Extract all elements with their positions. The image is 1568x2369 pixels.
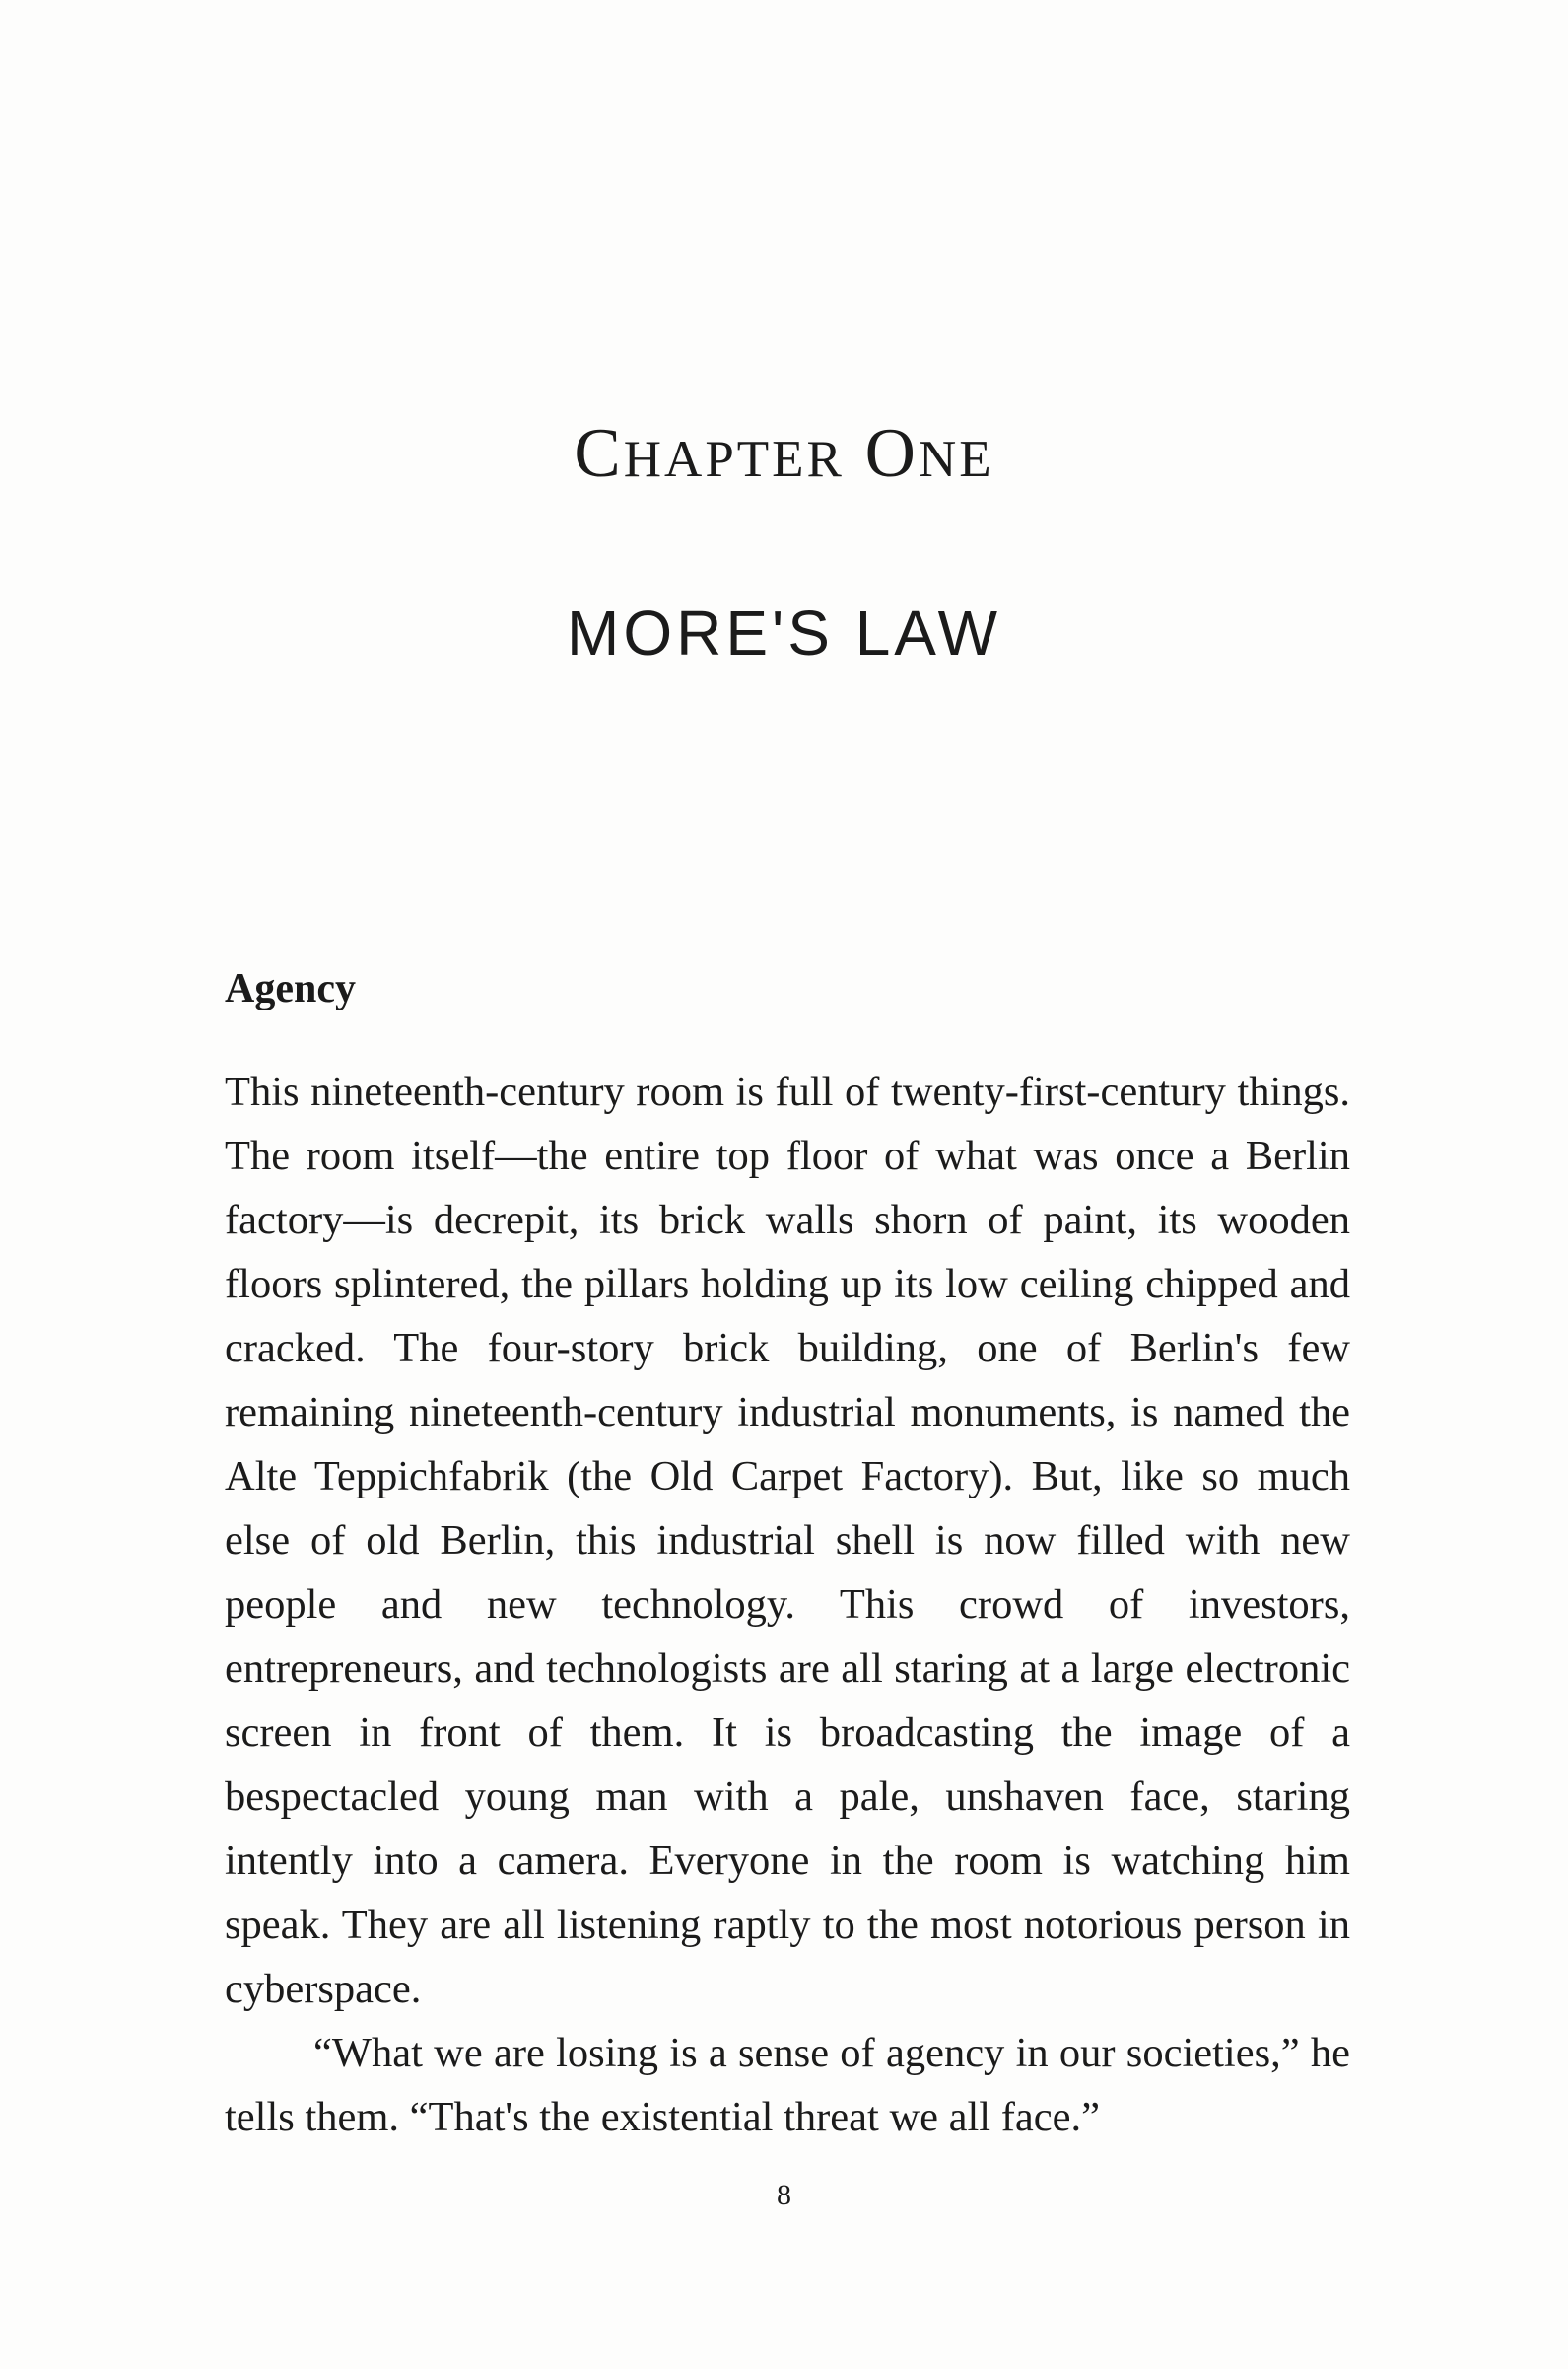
chapter-label-rest-1: HAPTER xyxy=(623,431,845,488)
chapter-label-initial-2: O xyxy=(864,415,919,492)
chapter-label xyxy=(0,415,1568,492)
chapter-label-rest-2: NE xyxy=(918,431,994,488)
paragraph-2: “What we are losing is a sense of agency in our societies,” he tells them. “That's the existential threat we all face.” xyxy=(225,2030,1350,2140)
chapter-label-initial-1: C xyxy=(574,415,624,492)
paragraph-1: This nineteenth-century room is full of twenty-first-century things. The room itself—the entire top floor of what was once a Berlin factory—is decrepit, its brick walls shorn of paint, its wooden floors splintered, the pillars holding up its low ceiling chipped and cracked. The four-story brick building, one of Berlin's few remaining nineteenth-century industrial monuments, is named the Alte Teppichfabrik (the Old Carpet Factory). But, like so much else of old Berlin, this industrial shell is now filled with new people and new technology. This crowd of investors, entrepreneurs, and technologists are all staring at a large electronic screen in front of them. It is broadcasting the image of a bespectacled young man with a pale, unshaven face, staring intently into a camera. Everyone in the room is watching him speak. They are all listening raptly to the most notorious person in cyberspace. xyxy=(225,1069,1350,2012)
body-text xyxy=(225,1060,1350,2149)
section-heading: Agency xyxy=(225,966,356,1011)
chapter-title: MORE'S LAW xyxy=(567,597,1001,668)
page-number: 8 xyxy=(777,2179,791,2211)
